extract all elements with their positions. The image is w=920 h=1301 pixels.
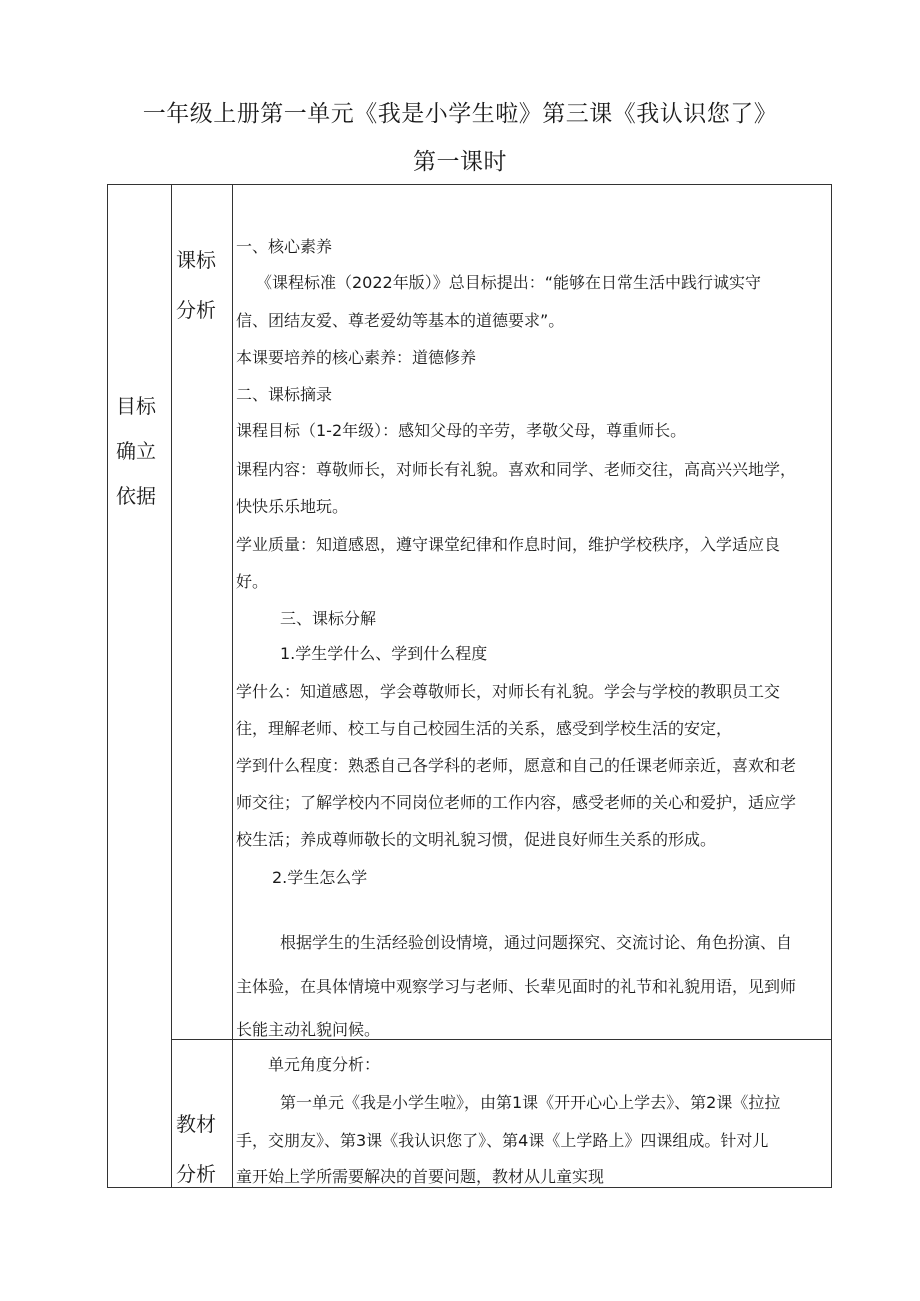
text-line: 信、团结友爱、尊老爱幼等基本的道德要求”。 <box>236 311 565 330</box>
text-line: 二、课标摘录 <box>236 385 333 404</box>
text-line: 长能主动礼貌问候。 <box>236 1020 381 1039</box>
table-divider-outer <box>171 184 172 1188</box>
text-line: 主体验，在具体情境中观察学习与老师、长辈见面时的礼节和礼貌用语，见到师 <box>236 977 797 996</box>
text-line: 单元角度分析： <box>268 1055 381 1074</box>
text-line: 学什么：知道感恩，学会尊敬师长，对师长有礼貌。学会与学校的教职员工交 <box>236 682 781 701</box>
text-line: 学业质量：知道感恩，遵守课堂纪律和作息时间，维护学校秩序，入学适应良 <box>236 535 781 554</box>
document-title: 一年级上册第一单元《我是小学生啦》第三课《我认识您了》 <box>142 101 778 127</box>
outer-label: 目标 确立 依据 <box>116 394 156 508</box>
text-line: 师交往；了解学校内不同岗位老师的工作内容，感受老师的关心和爱护，适应学 <box>236 793 797 812</box>
text-line: 快快乐乐地玩。 <box>236 497 349 516</box>
text-line: 课程内容：尊敬师长，对师长有礼貌。喜欢和同学、老师交往，高高兴兴地学， <box>236 460 797 479</box>
text-line: 第一单元《我是小学生啦》，由第1课《开开心心上学去》、第2课《拉拉 <box>280 1093 781 1112</box>
text-line: 校生活；养成尊师敬长的文明礼貌习惯，促进良好师生关系的形成。 <box>236 830 717 849</box>
text-line: 童开始上学所需要解决的首要问题，教材从儿童实现 <box>236 1167 605 1186</box>
text-line: 课程目标（1-2年级）：感知父母的辛劳，孝敬父母，尊重师长。 <box>236 421 687 440</box>
table-divider-inner <box>232 184 233 1188</box>
text-line: 《课程标准（2022年版）》总目标提出：“能够在日常生活中践行诚实守 <box>256 273 762 292</box>
document-subtitle: 第一课时 <box>413 149 507 175</box>
text-line: 1.学生学什么、学到什么程度 <box>280 644 488 663</box>
text-line: 三、课标分解 <box>280 609 377 628</box>
text-line: 本课要培养的核心素养：道德修养 <box>236 348 477 367</box>
text-line: 2.学生怎么学 <box>272 868 368 887</box>
section2-label: 教材 分析 <box>176 1112 216 1186</box>
section1-label: 课标 分析 <box>176 248 216 322</box>
text-line: 往，理解老师、校工与自己校园生活的关系，感受到学校生活的安定， <box>236 719 733 738</box>
text-line: 好。 <box>236 572 269 591</box>
text-line: 根据学生的生活经验创设情境，通过问题探究、交流讨论、角色扮演、自 <box>280 933 793 952</box>
text-line: 一、核心素养 <box>236 237 333 256</box>
text-line: 手，交朋友》、第3课《我认识您了》、第4课《上学路上》四课组成。针对儿 <box>236 1131 769 1150</box>
text-line: 学到什么程度：熟悉自己各学科的老师，愿意和自己的任课老师亲近，喜欢和老 <box>236 756 797 775</box>
